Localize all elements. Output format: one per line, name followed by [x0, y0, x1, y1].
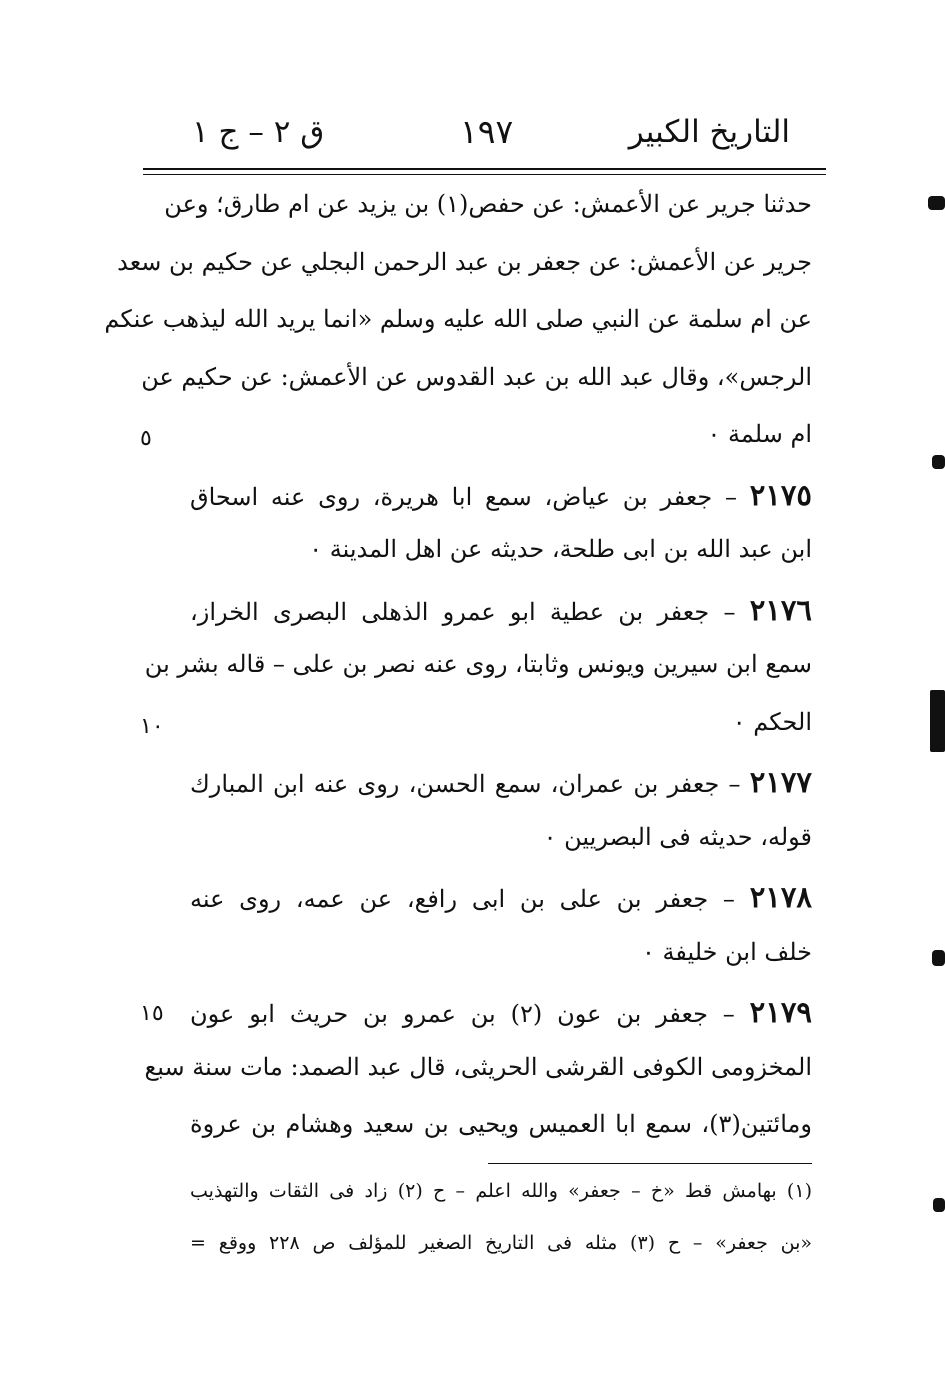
line-count-marker: ٥: [140, 426, 152, 451]
line-text: ابن عبد الله بن ابى طلحة، حديثه عن اهل المدينة ٠: [309, 535, 812, 563]
page-header: [180, 108, 820, 158]
text-line: [144, 650, 812, 700]
line-text: – جعفر بن عون (٢) بن عمرو بن حريث ابو عون: [190, 1000, 750, 1028]
text-line: [190, 420, 812, 470]
line-text: ومائتين(٣)، سمع ابا العميس ويحيى بن سعيد وهشام بن عروة: [190, 1110, 812, 1138]
margin-mark: [932, 950, 945, 966]
line-text: خلف ابن خليفة ٠: [641, 937, 812, 966]
text-line: [104, 305, 812, 355]
footnote-rule: [488, 1163, 812, 1164]
text-line: [141, 362, 812, 413]
entry-number: ٢١٧٩: [749, 995, 812, 1029]
text-line: [190, 938, 812, 988]
text-line: [164, 190, 812, 240]
line-text: الحكم ٠: [732, 707, 812, 736]
text-line: [190, 823, 812, 873]
entry-number: ٢١٧٥: [749, 477, 812, 512]
text-line: [190, 535, 812, 585]
text-line: [117, 247, 812, 298]
footnote-line: «بن جعفر» – ح (٣) مثله فى التاريخ الصغير للمؤلف ص ٢٢٨ ووقع =: [190, 1232, 812, 1254]
entry-line: [190, 880, 812, 930]
margin-mark: [933, 1198, 945, 1212]
margin-mark: [928, 196, 945, 210]
line-count-marker: ١٥: [140, 1001, 164, 1026]
entry-line: [190, 995, 812, 1045]
line-text: – جعفر بن عطية ابو عمرو الذهلى البصرى الخراز،: [190, 597, 750, 626]
line-text: – جعفر بن عمران، سمع الحسن، روى عنه ابن المبارك: [190, 770, 750, 798]
margin-mark: [930, 690, 945, 752]
line-text: جرير عن الأعمش: عن جعفر بن عبد الرحمن البجلي عن حكيم بن سعد: [117, 247, 812, 276]
header-rule: [143, 168, 826, 170]
running-title: التاريخ الكبير: [628, 114, 790, 150]
footnote-line: (١) بهامش قط «خ – جعفر» والله اعلم – ح (٢) زاد فى الثقات والتهذيب: [190, 1180, 812, 1202]
entry-number: ٢١٧٧: [749, 765, 812, 799]
line-text: عن ام سلمة عن النبي صلى الله عليه وسلم «انما يريد الله ليذهب عنكم: [104, 305, 812, 333]
line-text: حدثنا جرير عن الأعمش: عن حفص(١) بن يزيد عن ام طارق؛ وعن: [164, 190, 812, 218]
line-text: قوله، حديثه فى البصريين ٠: [543, 822, 812, 851]
text-line: [144, 1052, 812, 1103]
entry-line: [190, 478, 812, 528]
line-text: المخزومى الكوفى القرشى الحريثى، قال عبد الصمد: مات سنة سبع: [144, 1052, 812, 1081]
section-marker: ق ٢ – ج ١: [192, 114, 325, 150]
page-number: ١٩٧: [460, 112, 514, 151]
text-line: [190, 708, 812, 758]
entry-number: ٢١٧٦: [749, 592, 812, 627]
line-text: – جعفر بن على بن ابى رافع، عن عمه، روى عنه: [190, 885, 750, 913]
line-count-marker: ١٠: [140, 713, 164, 739]
entry-line: [190, 593, 812, 643]
line-text: – جعفر بن عياض، سمع ابا هريرة، روى عنه اسحاق: [190, 482, 750, 511]
header-rule-thin: [143, 174, 826, 175]
line-text: سمع ابن سيرين ويونس وثابتا، روى عنه نصر بن على – قاله بشر بن: [144, 650, 812, 678]
entry-number: ٢١٧٨: [749, 880, 812, 914]
margin-mark: [932, 455, 945, 469]
line-text: الرجس»، وقال عبد الله بن عبد القدوس عن الأعمش: عن حكيم عن: [141, 362, 812, 391]
entry-line: [190, 765, 812, 815]
line-text: ام سلمة ٠: [707, 420, 812, 448]
text-line: [190, 1110, 812, 1160]
